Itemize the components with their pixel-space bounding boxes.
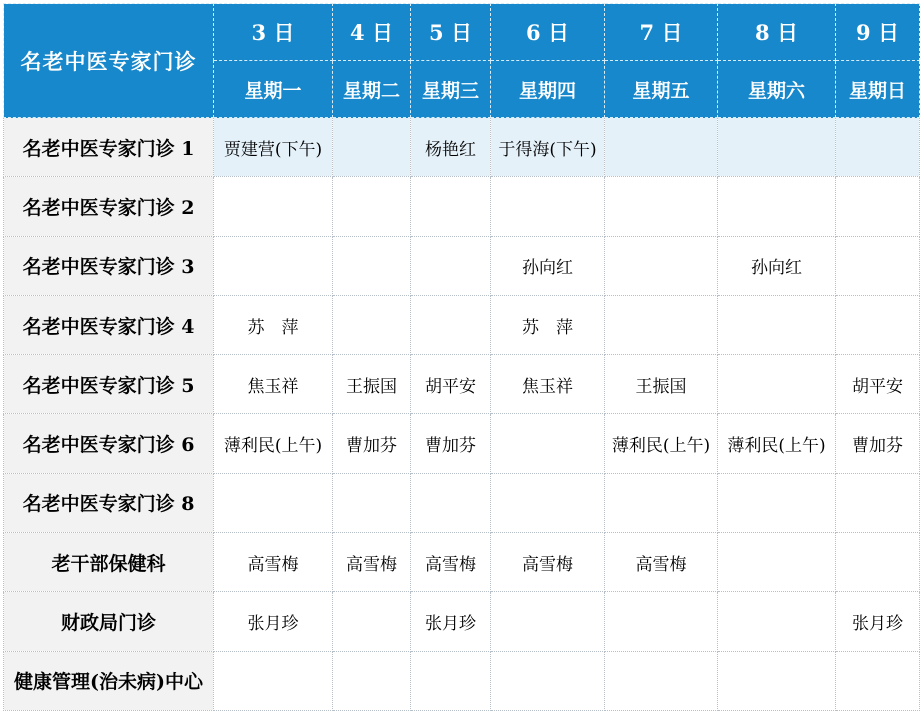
schedule-row-8 (4, 533, 920, 592)
schedule-row-6 (4, 414, 920, 473)
schedule-cell-r4-c2 (333, 295, 411, 354)
row-label: 名老中医专家门诊 2 (4, 177, 214, 236)
schedule-row-9 (4, 592, 920, 651)
table-body (4, 118, 920, 711)
row-label: 名老中医专家门诊 5 (4, 355, 214, 414)
schedule-cell-r8-c5: 高雪梅 (605, 533, 718, 592)
schedule-cell-r8-c7 (836, 533, 920, 592)
schedule-cell-r3-c3 (411, 236, 491, 295)
schedule-cell-r4-c5 (605, 295, 718, 354)
schedule-cell-r1-c3: 杨艳红 (411, 118, 491, 177)
row-label: 名老中医专家门诊 3 (4, 236, 214, 295)
column-weekday-2: 星期二 (333, 61, 411, 118)
schedule-cell-r1-c1: 贾建营(下午) (214, 118, 333, 177)
schedule-cell-r2-c3 (411, 177, 491, 236)
schedule-cell-r10-c4 (491, 651, 605, 710)
schedule-cell-r6-c2: 曹加芬 (333, 414, 411, 473)
schedule-row-2 (4, 177, 920, 236)
table-title: 名老中医专家门诊 (4, 4, 214, 118)
schedule-row-4 (4, 295, 920, 354)
column-weekday-7: 星期日 (836, 61, 920, 118)
row-label: 健康管理(治未病)中心 (4, 651, 214, 710)
schedule-cell-r6-c4 (491, 414, 605, 473)
schedule-cell-r5-c4: 焦玉祥 (491, 355, 605, 414)
schedule-cell-r1-c5 (605, 118, 718, 177)
schedule-cell-r5-c1: 焦玉祥 (214, 355, 333, 414)
column-date-4: 6 日 (491, 4, 605, 61)
schedule-cell-r3-c2 (333, 236, 411, 295)
schedule-cell-r3-c7 (836, 236, 920, 295)
column-weekday-1: 星期一 (214, 61, 333, 118)
schedule-cell-r3-c6: 孙向红 (718, 236, 836, 295)
schedule-cell-r9-c4 (491, 592, 605, 651)
schedule-cell-r4-c1: 苏 萍 (214, 295, 333, 354)
schedule-row-3 (4, 236, 920, 295)
schedule-cell-r6-c5: 薄利民(上午) (605, 414, 718, 473)
schedule-cell-r5-c5: 王振国 (605, 355, 718, 414)
schedule-cell-r1-c7 (836, 118, 920, 177)
column-weekday-4: 星期四 (491, 61, 605, 118)
schedule-cell-r4-c4: 苏 萍 (491, 295, 605, 354)
schedule-cell-r8-c4: 高雪梅 (491, 533, 605, 592)
schedule-cell-r10-c7 (836, 651, 920, 710)
column-date-5: 7 日 (605, 4, 718, 61)
schedule-cell-r2-c6 (718, 177, 836, 236)
schedule-row-10 (4, 651, 920, 710)
schedule-cell-r10-c2 (333, 651, 411, 710)
schedule-cell-r9-c3: 张月珍 (411, 592, 491, 651)
row-label: 名老中医专家门诊 1 (4, 118, 214, 177)
schedule-cell-r9-c2 (333, 592, 411, 651)
column-date-7: 9 日 (836, 4, 920, 61)
schedule-cell-r9-c5 (605, 592, 718, 651)
schedule-cell-r1-c2 (333, 118, 411, 177)
schedule-table (3, 3, 920, 711)
schedule-cell-r4-c3 (411, 295, 491, 354)
schedule-cell-r1-c6 (718, 118, 836, 177)
date-header-row (4, 4, 920, 61)
schedule-cell-r2-c4 (491, 177, 605, 236)
column-date-1: 3 日 (214, 4, 333, 61)
schedule-cell-r8-c3: 高雪梅 (411, 533, 491, 592)
schedule-cell-r7-c6 (718, 473, 836, 532)
column-weekday-6: 星期六 (718, 61, 836, 118)
schedule-cell-r5-c7: 胡平安 (836, 355, 920, 414)
schedule-cell-r6-c1: 薄利民(上午) (214, 414, 333, 473)
schedule-cell-r4-c7 (836, 295, 920, 354)
schedule-cell-r7-c3 (411, 473, 491, 532)
schedule-cell-r1-c4: 于得海(下午) (491, 118, 605, 177)
row-label: 名老中医专家门诊 4 (4, 295, 214, 354)
schedule-cell-r7-c1 (214, 473, 333, 532)
schedule-cell-r2-c7 (836, 177, 920, 236)
schedule-cell-r6-c7: 曹加芬 (836, 414, 920, 473)
schedule-cell-r2-c1 (214, 177, 333, 236)
schedule-cell-r6-c6: 薄利民(上午) (718, 414, 836, 473)
schedule-cell-r3-c4: 孙向红 (491, 236, 605, 295)
column-date-3: 5 日 (411, 4, 491, 61)
schedule-cell-r4-c6 (718, 295, 836, 354)
schedule-cell-r2-c5 (605, 177, 718, 236)
schedule-cell-r8-c2: 高雪梅 (333, 533, 411, 592)
row-label: 老干部保健科 (4, 533, 214, 592)
schedule-cell-r10-c3 (411, 651, 491, 710)
schedule-row-1 (4, 118, 920, 177)
schedule-cell-r5-c3: 胡平安 (411, 355, 491, 414)
row-label: 名老中医专家门诊 8 (4, 473, 214, 532)
row-label: 名老中医专家门诊 6 (4, 414, 214, 473)
schedule-row-7 (4, 473, 920, 532)
schedule-cell-r6-c3: 曹加芬 (411, 414, 491, 473)
schedule-cell-r10-c6 (718, 651, 836, 710)
schedule-cell-r7-c2 (333, 473, 411, 532)
column-weekday-5: 星期五 (605, 61, 718, 118)
schedule-row-5 (4, 355, 920, 414)
schedule-cell-r10-c5 (605, 651, 718, 710)
table-header (4, 4, 920, 118)
schedule-cell-r7-c5 (605, 473, 718, 532)
schedule-cell-r5-c2: 王振国 (333, 355, 411, 414)
column-date-6: 8 日 (718, 4, 836, 61)
schedule-cell-r9-c7: 张月珍 (836, 592, 920, 651)
schedule-cell-r8-c1: 高雪梅 (214, 533, 333, 592)
schedule-cell-r10-c1 (214, 651, 333, 710)
schedule-cell-r5-c6 (718, 355, 836, 414)
schedule-cell-r9-c1: 张月珍 (214, 592, 333, 651)
schedule-cell-r3-c5 (605, 236, 718, 295)
schedule-cell-r7-c4 (491, 473, 605, 532)
row-label: 财政局门诊 (4, 592, 214, 651)
schedule-cell-r3-c1 (214, 236, 333, 295)
schedule-cell-r9-c6 (718, 592, 836, 651)
column-weekday-3: 星期三 (411, 61, 491, 118)
schedule-cell-r2-c2 (333, 177, 411, 236)
schedule-cell-r8-c6 (718, 533, 836, 592)
column-date-2: 4 日 (333, 4, 411, 61)
schedule-cell-r7-c7 (836, 473, 920, 532)
